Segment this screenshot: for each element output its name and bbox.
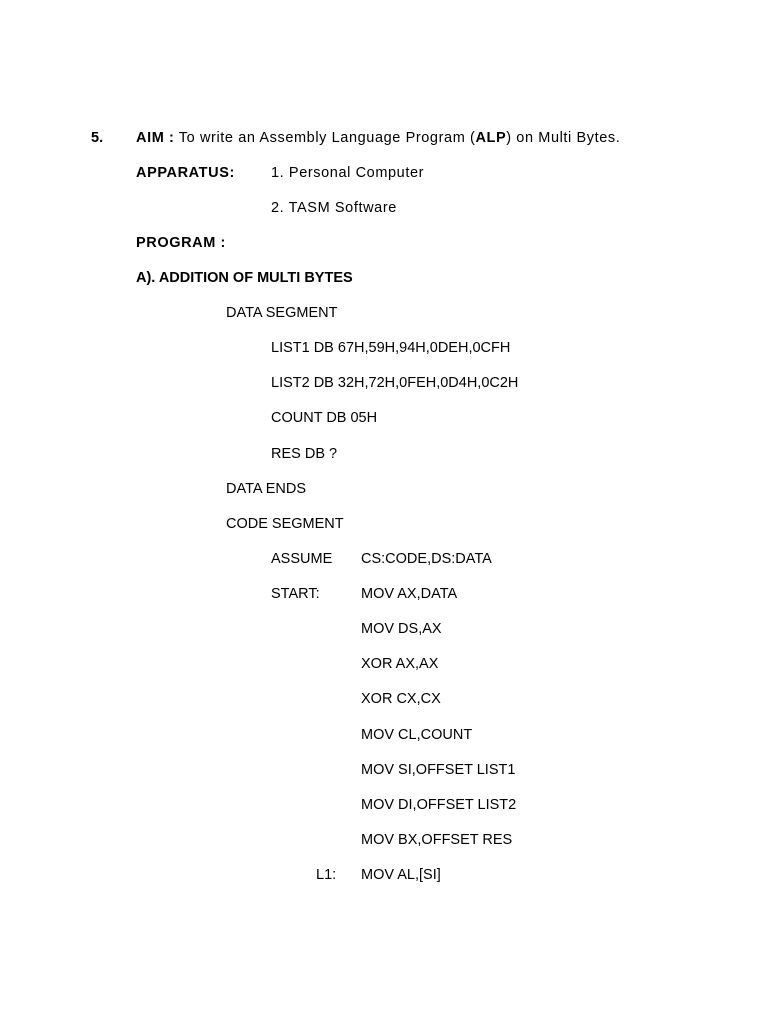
code-l1-label: L1: bbox=[316, 867, 337, 883]
code-instruction: XOR CX,CX bbox=[361, 691, 441, 707]
code-instruction: XOR AX,AX bbox=[361, 656, 439, 672]
aim-alp: ALP bbox=[475, 130, 507, 146]
code-data-ends: DATA ENDS bbox=[226, 481, 307, 497]
code-res: RES DB ? bbox=[271, 446, 338, 462]
code-code-segment: CODE SEGMENT bbox=[226, 516, 344, 532]
aim-line bbox=[136, 129, 620, 147]
code-instruction: MOV BX,OFFSET RES bbox=[361, 832, 513, 848]
code-assume-keyword: ASSUME bbox=[271, 551, 333, 567]
code-count: COUNT DB 05H bbox=[271, 410, 378, 426]
aim-label: AIM : bbox=[136, 130, 175, 146]
apparatus-item-1: 1. Personal Computer bbox=[271, 165, 425, 181]
item-number: 5. bbox=[91, 130, 104, 146]
code-assume-args: CS:CODE,DS:DATA bbox=[361, 551, 492, 567]
code-instruction: MOV CL,COUNT bbox=[361, 727, 473, 743]
aim-text-after: ) on Multi Bytes. bbox=[506, 130, 621, 146]
code-instruction: MOV SI,OFFSET LIST1 bbox=[361, 762, 516, 778]
aim-text-before: To write an Assembly Language Program ( bbox=[174, 130, 476, 146]
program-label: PROGRAM : bbox=[136, 235, 226, 251]
apparatus-label: APPARATUS: bbox=[136, 165, 235, 181]
code-start-label: START: bbox=[271, 586, 320, 602]
code-list1: LIST1 DB 67H,59H,94H,0DEH,0CFH bbox=[271, 340, 511, 356]
code-instruction: MOV AX,DATA bbox=[361, 586, 458, 602]
code-list2: LIST2 DB 32H,72H,0FEH,0D4H,0C2H bbox=[271, 375, 519, 391]
code-instruction: MOV DI,OFFSET LIST2 bbox=[361, 797, 517, 813]
code-data-segment: DATA SEGMENT bbox=[226, 305, 338, 321]
apparatus-item-2: 2. TASM Software bbox=[271, 200, 397, 216]
code-l1-instruction: MOV AL,[SI] bbox=[361, 867, 441, 883]
code-instruction: MOV DS,AX bbox=[361, 621, 442, 637]
section-title: A). ADDITION OF MULTI BYTES bbox=[136, 270, 353, 286]
